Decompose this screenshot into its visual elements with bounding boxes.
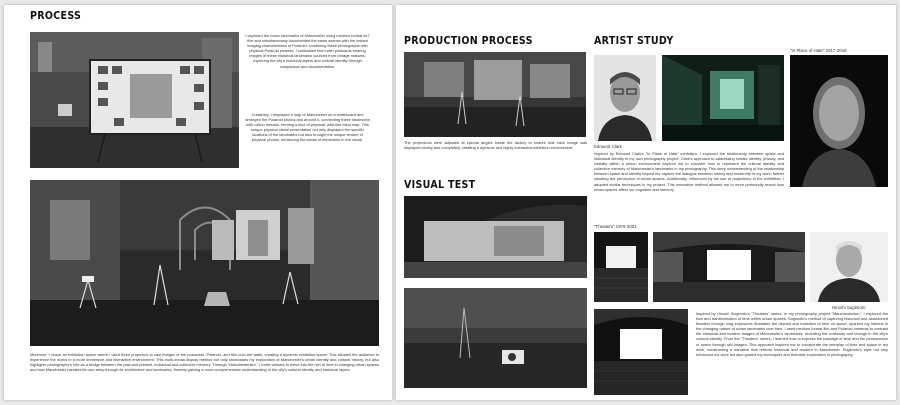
- clark-work-title: "In Place of Hate" 2017-2018: [790, 48, 847, 53]
- sugimoto-caption: Hiroshi Sugimoto: [832, 305, 866, 310]
- exhibition-space-photo: [30, 180, 379, 346]
- in-place-of-hate-portrait: [790, 55, 888, 187]
- theater-photo-2: [653, 232, 805, 302]
- map-paragraph: Creatively, I displayed a map of Manchester on a whiteboard and arranged the Polaroid photos and around it, connecting these landmarks with cotton threads, forming a kind of physical, web-like mind map. This unique physical visual presentation not only displayed the specific locations of the landmarks but also brought the unique texture of physical photos, enhancing the sense of immersion in the visual.: [245, 112, 370, 143]
- in-place-of-hate-install-photo: [662, 55, 784, 141]
- edmund-clark-caption: Edmund Clark: [594, 144, 622, 149]
- visual-test-heading: VISUAL TEST: [404, 179, 476, 192]
- whiteboard-map-photo: [30, 32, 239, 168]
- exhibition-paragraph: Moreover, I chose an exhibition space where I used three projectors to cast images of the postcards, Polaroid, and film onto the walls, creating a dynamic exhibition space. This allowed the audience to experience the works in a more immersive and interactive environment. This multi-media display method not only showcases my exploration of Manchester's urban identity and cultural history, but also highlights photography's role as a bridge between the past and present, individual and collective memory. Through "Manchesterism," I invite viewers to delve into the rich of time in changing urban spaces and how Manchester narrates its own story through its architecture and landmarks, thereby gaining a more comprehensive understanding of the city's cultural identity and historical layers.: [30, 352, 379, 373]
- production-photo: [404, 52, 586, 137]
- theater-photo-3: [594, 309, 688, 395]
- right-page: [396, 5, 896, 400]
- theater-photo-1: [594, 232, 648, 302]
- process-heading: PROCESS: [30, 10, 82, 23]
- artist-study-heading: ARTIST STUDY: [594, 35, 674, 48]
- hiroshi-sugimoto-portrait: [810, 232, 888, 302]
- production-heading: PRODUCTION PROCESS: [404, 35, 533, 48]
- clark-paragraph: Inspired by Edmund Clark's "In Place of Hate" exhibition, I explored the relationship between space and individual identity in my own photography project. Clark's approach to addressing inmate identity, privacy, and visibility within a prison environment inspired me to consider how to represent the cultural identity and collective memory of Manchester's landmarks in my photography. This deep understanding of the relationship between space and identity helped me capture the dialogue between history and modernity in my work, further situating the perception of urban spaces. Additionally, influenced by his use of projections in the exhibition, I adopted similar techniques in my project. This innovative method allowed me to more profoundly reveal how urban spaces affect our cognition and memory.: [594, 151, 784, 192]
- visual-test-photo-1: [404, 196, 587, 278]
- intro-paragraph: I captured the iconic landmarks of Manchester using medium format 6x7 film and simultaneously documented the same scenes with the instant imaging characteristics of Polaroid, combining these photographs with physical Polaroid pictures. I contrasted them with postcards bearing images of these historical landmarks sourced from vintage markets, exploring the city's historical layers and cultural identity through comparison and documentation.: [245, 33, 370, 69]
- sugimoto-paragraph: Inspired by Hiroshi Sugimoto's "Theaters" series, in my photography project "Manchesterism," I explored the flow and transformation of time within urban spaces. Sugimoto's method of capturing historical and abandoned theaters through long exposures illustrates the deposit and transition of time on space, sparked my interest in the changing nature of urban landmarks over time. I used medium format film and Polaroid cameras to contrast the historical and modern images of Manchester's landmarks, revealing the continuity and change in the city's cultural identity. From the "Theaters" series, I learned how to express the passage of time and the permanence of space through still images. This approach inspired me to incorporate the interplay of time and space in my work, constructing a narrative that reflects historical and modern in Manchester. Sugimoto's style not only enhanced my work but also guided my techniques and thematic exploration in photography.: [696, 311, 888, 357]
- visual-test-photo-2: [404, 288, 587, 388]
- production-paragraph: The projections were adjusted at special angles inside the factory to ensure that each image was displayed clearly and completely, creating a dynamic and highly interactive exhibition environment.: [404, 140, 587, 151]
- theaters-title: "Theaters" 1976-2001: [594, 224, 637, 229]
- edmund-clark-portrait: [594, 55, 656, 141]
- left-page: [4, 5, 392, 400]
